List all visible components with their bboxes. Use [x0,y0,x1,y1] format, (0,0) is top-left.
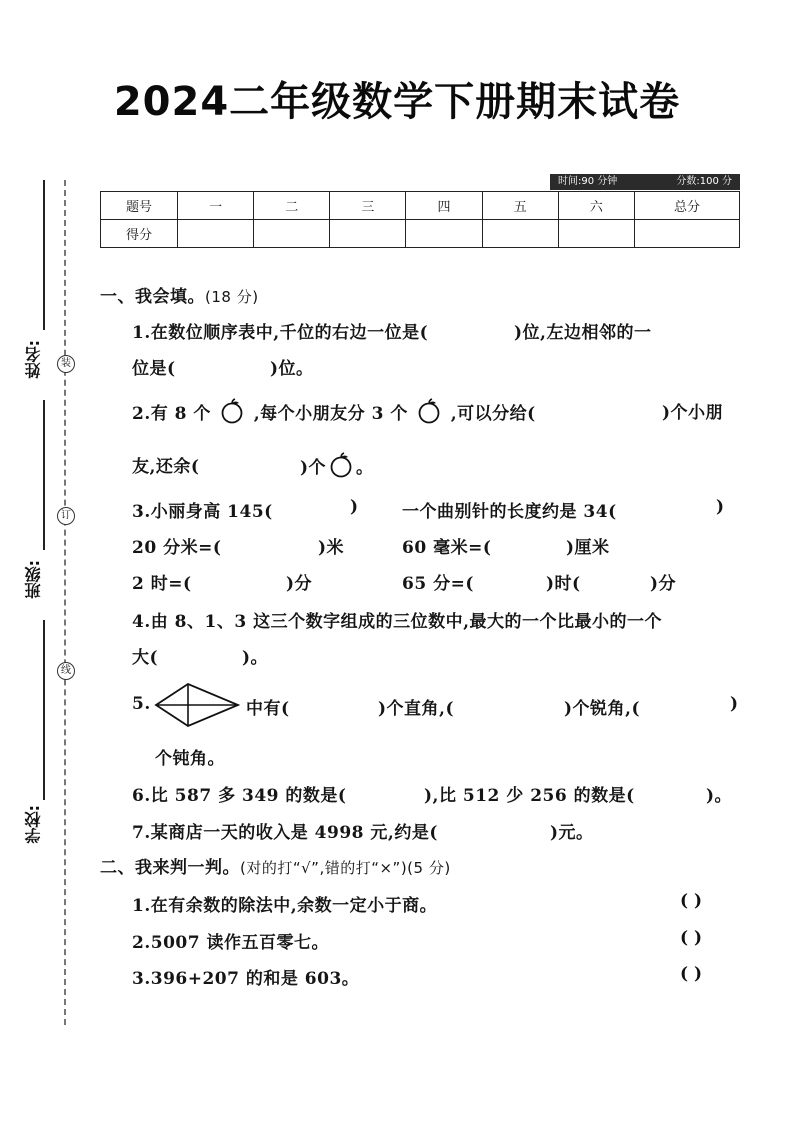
score-table-score-row [101,220,740,248]
school-label: 学校: [24,805,43,844]
judge-answer-paren-3[interactable]: ( ) [680,964,703,984]
q3-text: )分 [286,574,313,594]
header-cell: 三 [330,192,406,220]
section2-title: 二、我来判一判。 [100,858,240,878]
q4-line2 [132,643,269,668]
apple-icon [329,452,353,478]
header-cell: 总分 [635,192,740,220]
q5-line2: 个钝角。 [155,749,225,769]
name-label: 姓名: [24,340,43,379]
binding-mark: 线 [57,662,75,680]
apple-icon [417,398,441,424]
header-cell: 一 [178,192,254,220]
q7-line [132,818,594,843]
q2-text: ,可以分给( [450,404,536,424]
q2-line2 [132,452,374,478]
q2-text: 友,还余( [132,457,200,477]
apple-icon [220,398,244,424]
section2-heading [100,853,451,878]
q5-text: ) [730,694,739,714]
score-cell[interactable] [406,220,482,248]
class-line[interactable] [43,400,45,550]
time-limit: 时间:90 分钟 [558,176,618,187]
q3-text: )分 [650,574,677,594]
judge-item-2: 2.5007 读作五百零七。 [132,933,329,953]
q1-line2 [132,354,314,379]
q4-line1: 4.由 8、1、3 这三个数字组成的三位数中,最大的一个比最小的一个 [132,612,662,632]
section1-title: 一、我会填。 [100,287,205,307]
q5-line1-rest [246,694,739,719]
judge-item-1: 1.在有余数的除法中,余数一定小于商。 [132,896,438,916]
school-line[interactable] [43,620,45,800]
score-table-header-row [101,192,740,220]
score-cell[interactable] [635,220,740,248]
header-cell: 五 [482,192,558,220]
q3-text: ) [716,497,725,517]
q4-text: )。 [242,648,269,668]
judge-answer-paren-1[interactable]: ( ) [680,891,703,911]
q6-text: 6.比 587 多 349 的数是( [132,786,347,806]
page-title: 2024二年级数学下册期末试卷 [113,79,681,125]
exam-info-bar [550,174,740,190]
kite-shape-icon [154,682,240,728]
q3-line3 [132,569,677,594]
q3-text: 60 毫米=( [402,538,492,558]
header-cell: 六 [558,192,634,220]
q6-text: )。 [706,786,733,806]
q2-text: ,每个小朋友分 3 个 [253,404,408,424]
q2-text: 。 [356,458,374,478]
q7-text: )元。 [550,823,594,843]
q1-text: )位。 [270,359,314,379]
q1-text: )位,左边相邻的一 [514,323,652,343]
q2-line1 [132,398,724,424]
q5-text: )个锐角,( [564,699,641,719]
q4-text: 大( [132,648,159,668]
total-score: 分数:100 分 [676,176,732,187]
q3-text: 65 分=( [402,574,474,594]
q3-text: 一个曲别针的长度约是 34( [402,502,617,522]
q5-number: 5. [132,694,151,714]
judge-item-3: 3.396+207 的和是 603。 [132,969,360,989]
score-cell[interactable] [330,220,406,248]
header-cell: 四 [406,192,482,220]
q3-text: 3.小丽身高 145( [132,502,273,522]
judge-answer-paren-2[interactable]: ( ) [680,928,703,948]
section1-heading [100,282,259,307]
q2-text: )个 [300,458,327,478]
q5-line1 [132,694,151,714]
q1-line1 [132,318,652,343]
q3-text: 2 时=( [132,574,192,594]
q6-line [132,781,733,806]
q3-text: )时( [546,574,581,594]
score-cell[interactable] [482,220,558,248]
q3-text: )厘米 [566,538,610,558]
q5-text: 中有( [246,699,290,719]
q6-text: ),比 512 少 256 的数是( [424,786,635,806]
q7-text: 7.某商店一天的收入是 4998 元,约是( [132,823,438,843]
q3-line2 [132,533,610,558]
binding-mark: 装 [57,355,75,373]
q2-tail [300,452,374,478]
q1-text: 1.在数位顺序表中,千位的右边一位是( [132,323,429,343]
row-label-cell: 得分 [101,220,178,248]
q2-text: )个小朋 [662,403,724,423]
q3-text: 20 分米=( [132,538,222,558]
binding-mark: 订 [57,507,75,525]
section1-points: (18 分) [205,288,259,306]
name-line[interactable] [43,180,45,330]
q3-text: ) [350,497,359,517]
header-cell: 题号 [101,192,178,220]
q3-text: )米 [318,538,345,558]
score-cell[interactable] [254,220,330,248]
section2-note: (对的打“√”,错的打“×”)(5 分) [240,859,451,877]
score-cell[interactable] [558,220,634,248]
score-table [100,191,740,248]
header-cell: 二 [254,192,330,220]
q2-text: 2.有 8 个 [132,404,211,424]
class-label: 班级: [24,560,43,599]
q3-line1 [132,497,725,522]
q5-text: )个直角,( [378,699,455,719]
binding-dashed-line [64,180,66,1025]
q1-text: 位是( [132,359,176,379]
score-cell[interactable] [178,220,254,248]
